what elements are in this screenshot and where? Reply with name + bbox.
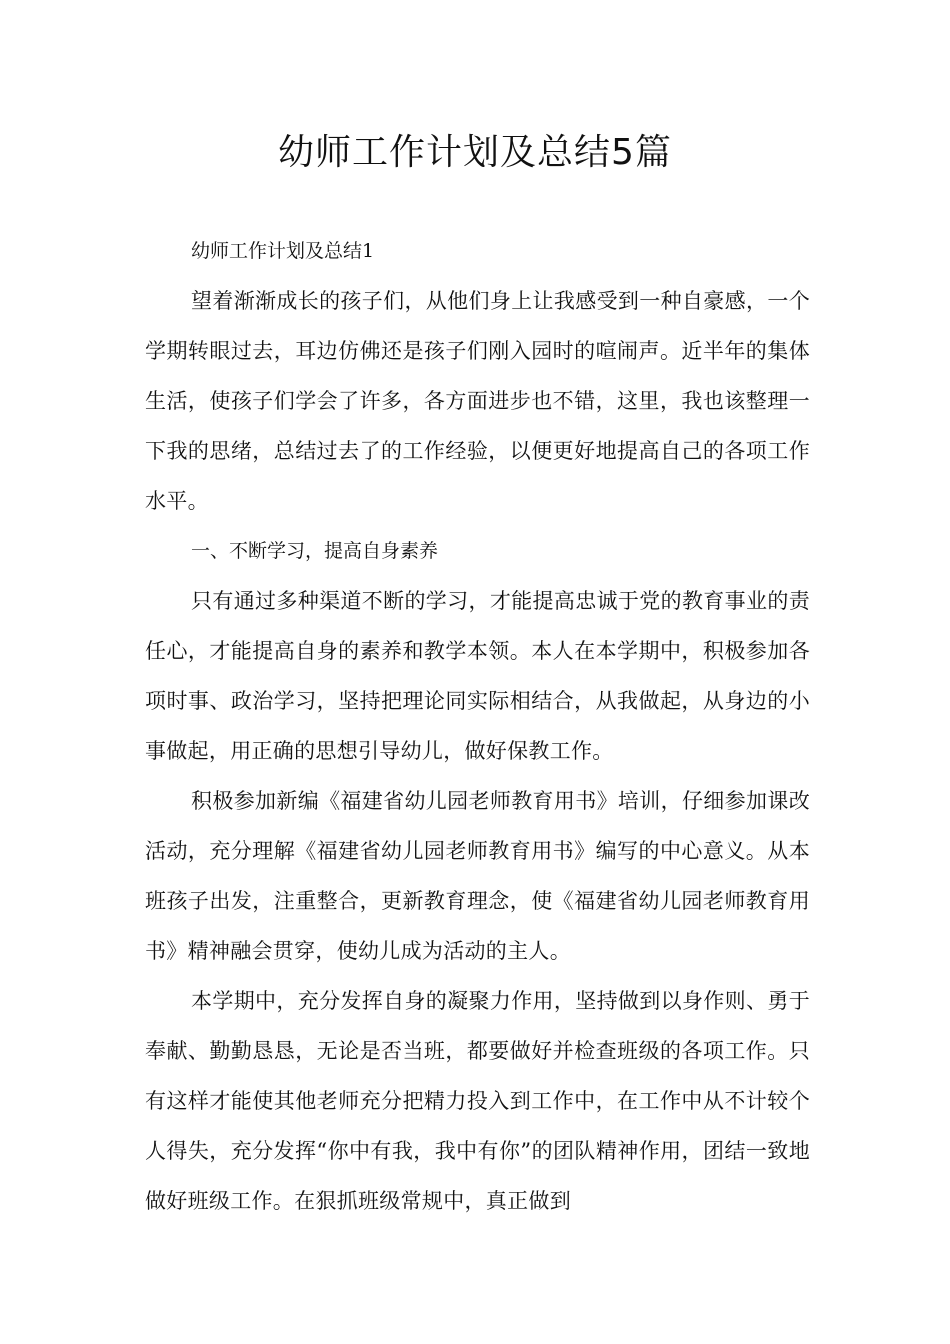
paragraph-training: 积极参加新编《福建省幼儿园老师教育用书》培训，仔细参加课改活动，充分理解《福建省幼儿园老师教育用书》编写的中心意义。从本班孩子出发，注重整合，更新教育理念，使《福建省幼儿园老师教育用书》精神融会贯穿，使幼儿成为活动的主人。	[145, 789, 810, 963]
paragraph-study: 只有通过多种渠道不断的学习，才能提高忠诚于党的教育事业的责任心，才能提高自身的素养和教学本领。本人在本学期中，积极参加各项时事、政治学习，坚持把理论同实际相结合，从我做起，从身边的小事做起，用正确的思想引导幼儿，做好保教工作。	[145, 589, 810, 763]
paragraph-teamwork: 本学期中，充分发挥自身的凝聚力作用，坚持做到以身作则、勇于奉献、勤勤恳恳，无论是否当班，都要做好并检查班级的各项工作。只有这样才能使其他老师充分把精力投入到工作中，在工作中从不计较个人得失，充分发挥“你中有我，我中有你”的团队精神作用，团结一致地做好班级工作。在狠抓班级常规中，真正做到	[145, 989, 810, 1213]
document-title: 幼师工作计划及总结5篇	[278, 132, 672, 173]
section-heading-1: 一、不断学习，提高自身素养	[191, 540, 439, 562]
section-subtitle: 幼师工作计划及总结1	[191, 240, 375, 262]
paragraph-intro: 望着渐渐成长的孩子们，从他们身上让我感受到一种自豪感，一个学期转眼过去，耳边仿佛还是孩子们刚入园时的喧闹声。近半年的集体生活，使孩子们学会了许多，各方面进步也不错，这里，我也该整理一下我的思绪，总结过去了的工作经验，以便更好地提高自己的各项工作水平。	[145, 289, 810, 513]
document-body	[145, 226, 810, 1226]
